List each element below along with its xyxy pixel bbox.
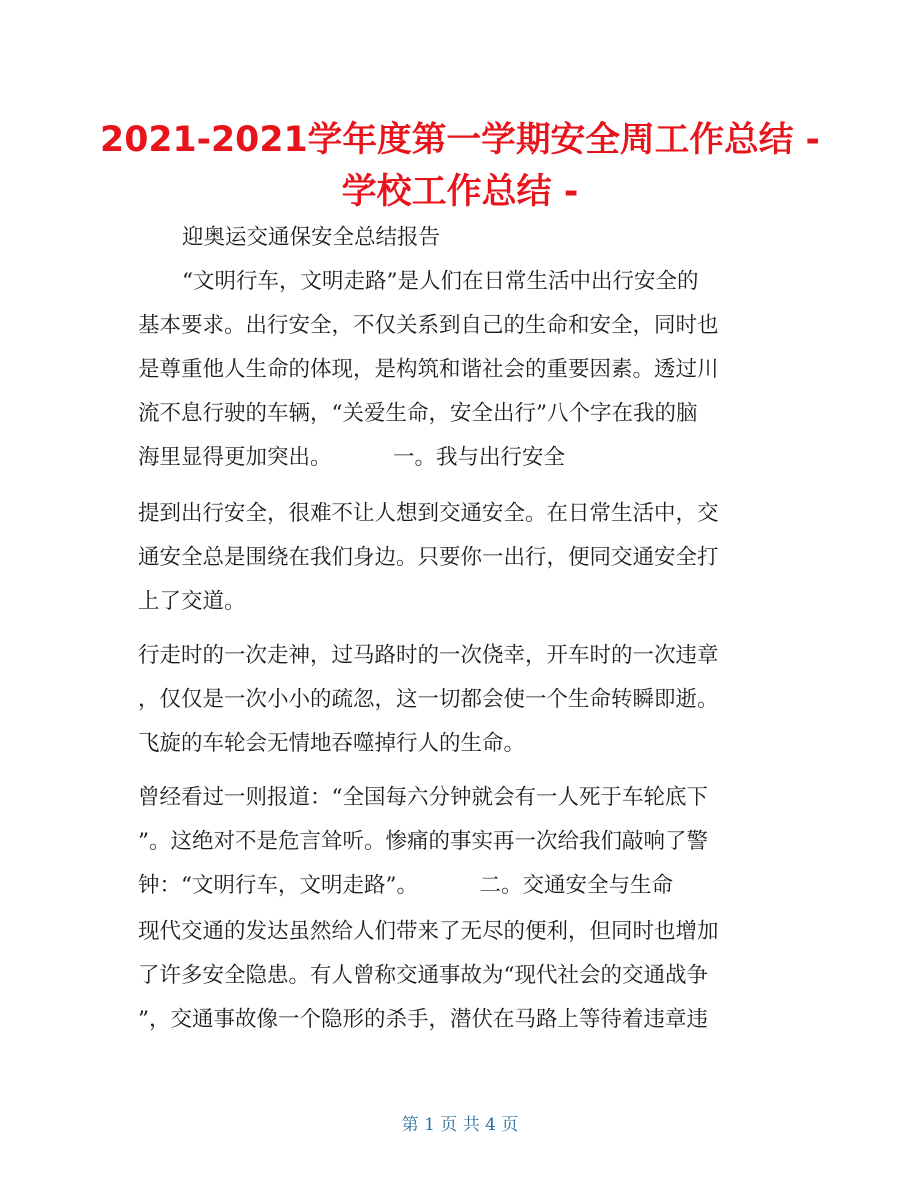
body-line: 飞旋的车轮会无情地吞噬掉行人的生命。 [138, 731, 526, 756]
body-line: 基本要求。出行安全，不仅关系到自己的生命和安全，同时也 [138, 313, 719, 338]
body-line: 通安全总是围绕在我们身边。只要你一出行，便同交通安全打 [138, 545, 719, 570]
body-line: 流不息行驶的车辆，“关爱生命，安全出行”八个字在我的脑 [138, 401, 698, 426]
body-line: “文明行车，文明走路”是人们在日常生活中出行安全的 [182, 269, 699, 294]
body-line: ”，交通事故像一个隐形的杀手，潜伏在马路上等待着违章违 [138, 1007, 708, 1032]
body-line: 行走时的一次走神，过马路时的一次侥幸，开车时的一次违章 [138, 643, 719, 668]
body-line: 提到出行安全，很难不让人想到交通安全。在日常生活中，交 [138, 501, 719, 526]
body-line: ”。这绝对不是危言耸听。惨痛的事实再一次给我们敲响了警 [138, 829, 708, 854]
body-line: 海里显得更加突出。 一。我与出行安全 [138, 445, 566, 470]
body-line: 了许多安全隐患。有人曾称交通事故为“现代社会的交通战争 [138, 963, 708, 988]
body-line: 是尊重他人生命的体现，是构筑和谐社会的重要因素。透过川 [138, 357, 719, 382]
body-line: 现代交通的发达虽然给人们带来了无尽的便利，但同时也增加 [138, 919, 719, 944]
body-line: 曾经看过一则报道：“全国每六分钟就会有一人死于车轮底下 [138, 785, 708, 810]
body-line: ，仅仅是一次小小的疏忽，这一切都会使一个生命转瞬即逝。 [138, 687, 719, 712]
body-line: 钟：“文明行车，文明走路”。 二。交通安全与生命 [138, 873, 673, 898]
document-title-line-1: 2021-2021学年度第一学期安全周工作总结 - [100, 120, 820, 160]
body-line: 上了交道。 [138, 589, 246, 614]
body-line-subtitle: 迎奥运交通保安全总结报告 [182, 225, 441, 250]
page-footer: 第 1 页 共 4 页 [401, 1115, 519, 1135]
document-title-line-2: 学校工作总结 - [341, 172, 579, 212]
